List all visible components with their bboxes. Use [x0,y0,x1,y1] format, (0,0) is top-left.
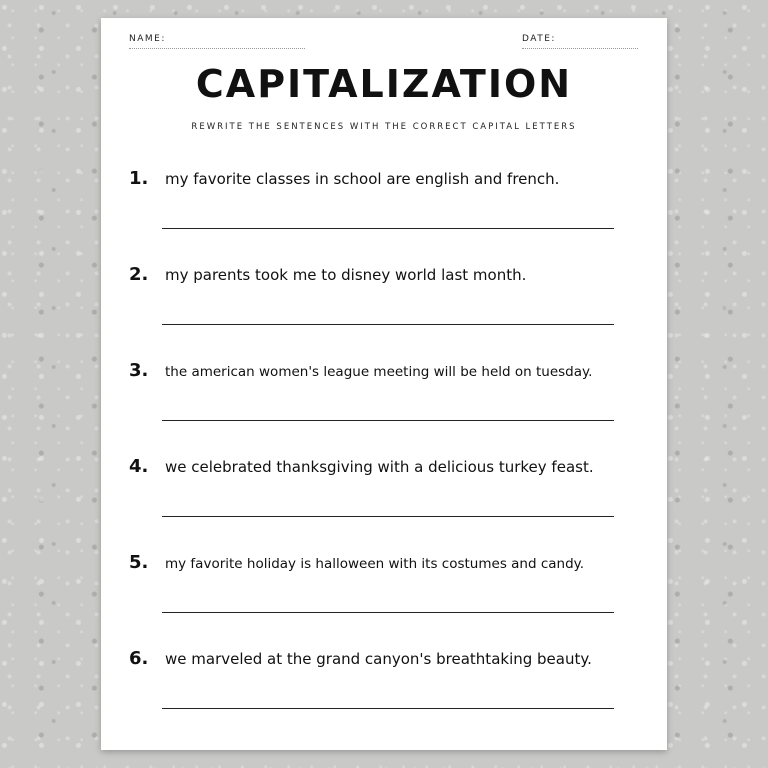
worksheet-page [101,18,667,750]
exercise-item [101,168,667,264]
item-number: 5. [129,552,149,573]
name-label: NAME: [129,34,166,44]
answer-line[interactable] [162,612,614,613]
item-sentence: my favorite holiday is halloween with its costumes and candy. [165,556,585,572]
answer-line[interactable] [162,228,614,229]
item-number: 3. [129,360,149,381]
item-sentence: my favorite classes in school are english and french. [165,170,560,188]
exercise-item [101,264,667,360]
exercise-item [101,360,667,456]
name-field[interactable] [129,48,305,49]
item-sentence: the american women's league meeting will be held on tuesday. [165,364,593,380]
date-field[interactable] [522,48,638,49]
instructions: REWRITE THE SENTENCES WITH THE CORRECT CAPITAL LETTERS [191,122,577,132]
item-sentence: we celebrated thanksgiving with a delicious turkey feast. [165,458,594,476]
exercise-item [101,648,667,744]
item-sentence: we marveled at the grand canyon's breathtaking beauty. [165,650,592,668]
answer-line[interactable] [162,324,614,325]
item-number: 2. [129,264,149,285]
exercise-item [101,552,667,648]
answer-line[interactable] [162,516,614,517]
answer-line[interactable] [162,708,614,709]
answer-line[interactable] [162,420,614,421]
page-title: CAPITALIZATION [195,62,573,106]
item-sentence: my parents took me to disney world last month. [165,266,527,284]
item-number: 1. [129,168,149,189]
exercise-item [101,456,667,552]
date-label: DATE: [522,34,556,44]
item-number: 4. [129,456,149,477]
item-number: 6. [129,648,149,669]
